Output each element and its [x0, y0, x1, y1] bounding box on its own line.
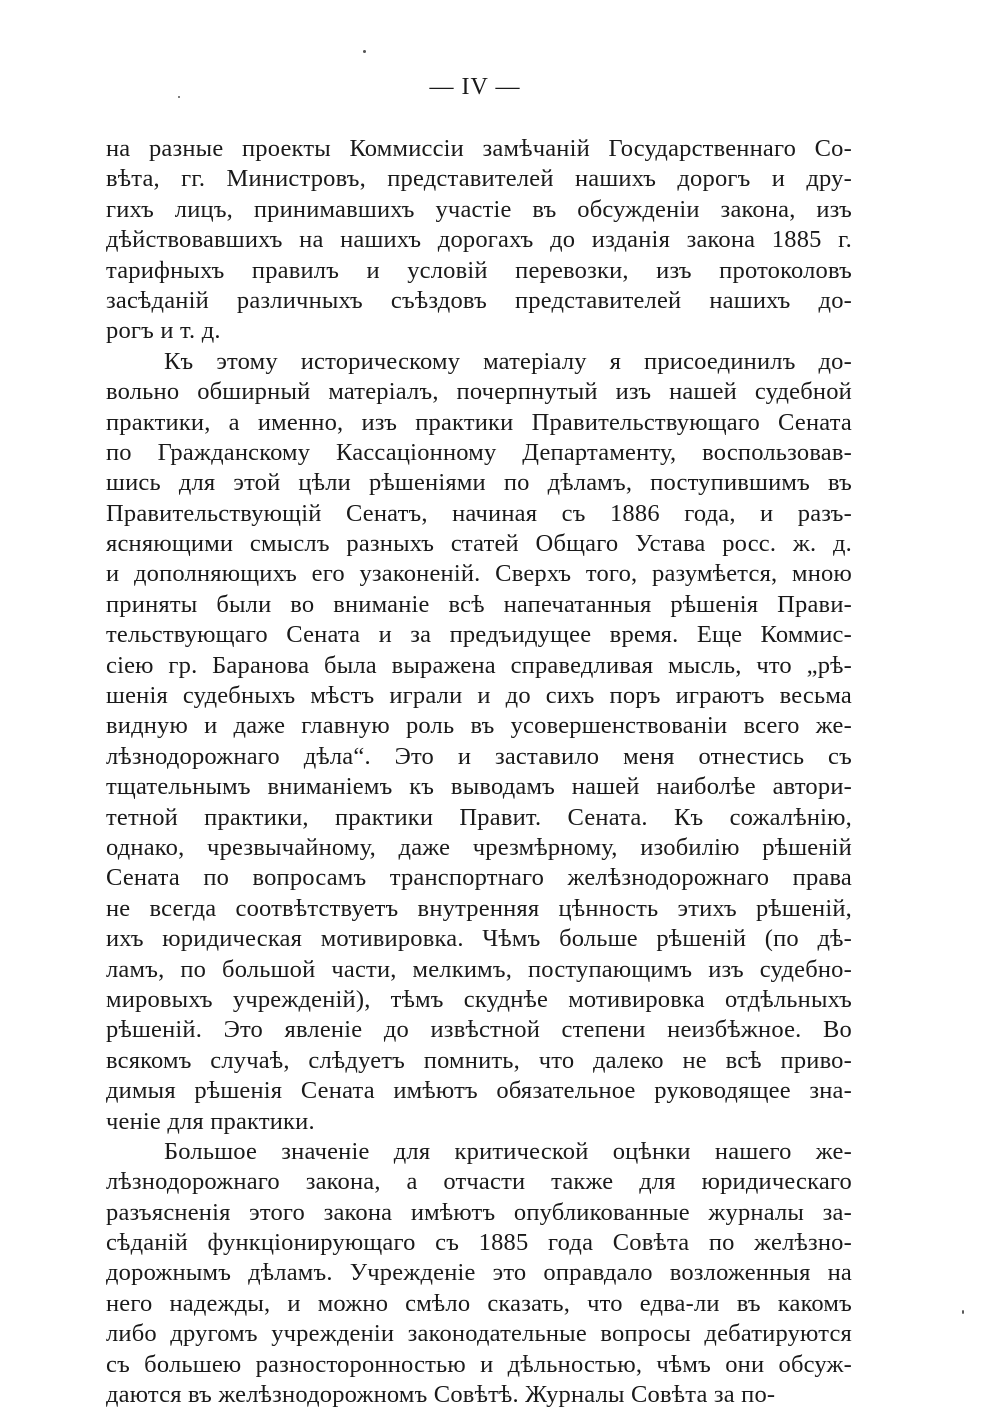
- page-number: — IV —: [429, 74, 521, 100]
- text-line: дѣйствовавшихъ на нашихъ дорогахъ до изданія закона 1885 г.: [106, 226, 852, 254]
- text-line: рогъ и т. д.: [106, 317, 221, 345]
- scan-speck: [178, 96, 180, 98]
- text-line: Правительствующій Сенатъ, начиная съ 1886 года, и разъ-: [106, 499, 852, 527]
- text-line: него надежды, и можно смѣло сказать, что едва-ли въ какомъ: [106, 1289, 852, 1317]
- text-line: лѣзнодорожнаго дѣла“. Это и заставило меня отнестись съ: [106, 742, 852, 770]
- text-line: тарифныхъ правилъ и условій перевозки, изъ протоколовъ: [106, 256, 852, 284]
- text-line: Къ этому историческому матеріалу я присоединилъ до-: [164, 347, 852, 375]
- text-line: гихъ лицъ, принимавшихъ участіе въ обсужденіи закона, изъ: [106, 195, 852, 223]
- text-line: шись для этой цѣли рѣшеніями по дѣламъ, поступившимъ въ: [106, 469, 852, 497]
- text-line: тельствующаго Сената и за предъидущее время. Еще Коммис-: [106, 621, 852, 649]
- text-line: вѣта, гг. Министровъ, представителей нашихъ дорогъ и дру-: [106, 165, 852, 193]
- text-line: не всегда соотвѣтствуетъ внутренняя цѣнность этихъ рѣшеній,: [106, 894, 852, 922]
- text-line: сѣданій функціонирующаго съ 1885 года Совѣта по желѣзно-: [106, 1229, 852, 1257]
- text-line: и дополняющихъ его узаконеній. Сверхъ того, разумѣется, мною: [106, 560, 852, 588]
- text-line: вольно обширный матеріалъ, почерпнутый изъ нашей судебной: [106, 378, 852, 406]
- text-line: на разные проекты Коммиссіи замѣчаній Государственнаго Со-: [106, 135, 852, 162]
- text-line: лѣзнодорожнаго закона, а отчасти также для юридическаго: [106, 1168, 852, 1196]
- text-line: съ большею разносторонностью и дѣльностью, чѣмъ они обсуж-: [106, 1350, 852, 1378]
- text-line: Большое значеніе для критической оцѣнки нашего же-: [164, 1137, 852, 1165]
- text-line: шенія судебныхъ мѣстъ играли и до сихъ поръ играютъ весьма: [106, 682, 852, 710]
- paragraph: [106, 1137, 852, 1411]
- text-line: по Гражданскому Кассаціонному Департаменту, воспользовав-: [106, 438, 852, 466]
- scan-speck: [363, 50, 366, 53]
- text-line: тетной практики, практики Правит. Сената. Къ сожалѣнію,: [106, 803, 852, 831]
- paragraph: [106, 347, 852, 1137]
- text-line: ясняющими смыслъ разныхъ статей Общаго Устава росс. ж. д.: [106, 530, 852, 558]
- text-line: даются въ желѣзнодорожномъ Совѣтѣ. Журналы Совѣта за по-: [106, 1381, 776, 1409]
- text-line: ихъ юридическая мотивировка. Чѣмъ больше рѣшеній (по дѣ-: [106, 925, 852, 953]
- text-line: тщательнымъ вниманіемъ къ выводамъ нашей наиболѣе автори-: [106, 773, 852, 801]
- text-line: практики, а именно, изъ практики Правительствующаго Сената: [106, 408, 852, 436]
- text-line: димыя рѣшенія Сената имѣютъ обязательное руководящее зна-: [106, 1077, 852, 1105]
- text-line: однако, чрезвычайному, даже чрезмѣрному, изобилію рѣшеній: [106, 833, 852, 861]
- body-text: [106, 134, 852, 1410]
- text-line: Сената по вопросамъ транспортнаго желѣзнодорожнаго права: [106, 864, 852, 892]
- text-line: всякомъ случаѣ, слѣдуетъ помнить, что далеко не всѣ приво-: [106, 1046, 852, 1074]
- text-line: засѣданій различныхъ съѣздовъ представителей нашихъ до-: [106, 286, 852, 314]
- paragraph: [106, 134, 852, 347]
- text-line: дорожнымъ дѣламъ. Учрежденіе это оправдало возложенныя на: [106, 1259, 852, 1287]
- scan-speck: [962, 1310, 964, 1314]
- text-line: либо другомъ учрежденіи законодательные вопросы дебатируются: [106, 1320, 852, 1348]
- text-line: разъясненія этого закона имѣютъ опубликованные журналы за-: [106, 1198, 852, 1226]
- text-line: ламъ, по большой части, мелкимъ, поступающимъ изъ судебно-: [106, 955, 852, 983]
- text-line: рѣшеній. Это явленіе до извѣстной степени неизбѣжное. Во: [106, 1016, 852, 1044]
- text-line: сіею гр. Баранова была выражена справедливая мысль, что „рѣ-: [106, 651, 852, 679]
- text-line: видную и даже главную роль въ усовершенствованіи всего же-: [106, 712, 852, 740]
- text-line: приняты были во вниманіе всѣ напечатанныя рѣшенія Прави-: [106, 590, 852, 618]
- text-line: ченіе для практики.: [106, 1107, 315, 1135]
- text-line: мировыхъ учрежденій), тѣмъ скуднѣе мотивировка отдѣльныхъ: [106, 985, 852, 1013]
